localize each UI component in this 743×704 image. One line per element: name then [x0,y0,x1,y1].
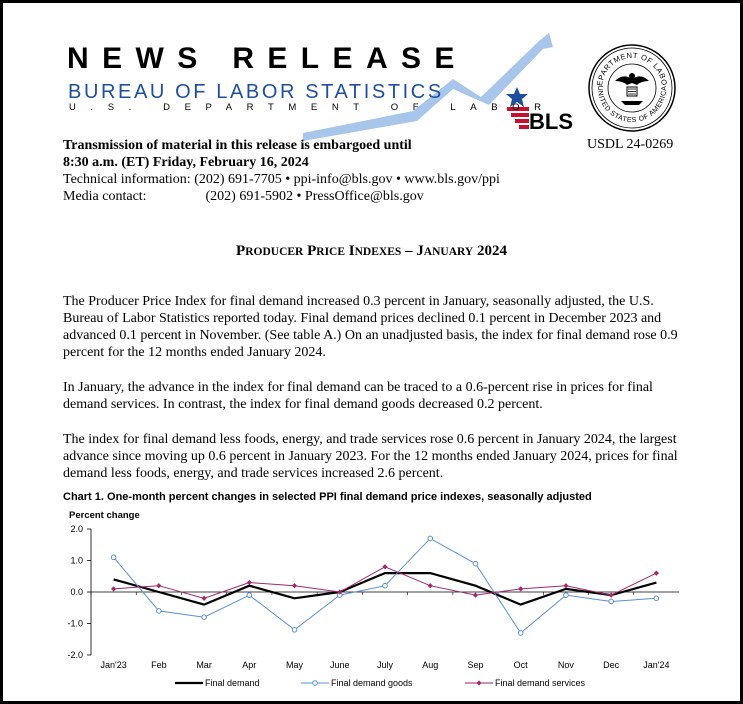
paragraph-overview: The Producer Price Index for final demand increased 0.3 percent in January, seasonally adjusted, the U.S. Bureau of Labor Statistics reported today. Final demand prices declined 0.1 percent in December 2023 and advanced 0.1 percent in November. (See table A.) On an unadjusted basis, the index for final demand rose 0.9 percent for the 12 months ended January 2024. [63,294,678,360]
data-point [247,580,252,585]
x-tick-label: Feb [151,660,167,670]
y-tick-label: -1.0 [67,618,83,629]
news-release-title: NEWS RELEASE [67,42,468,75]
legend-marker [313,681,318,686]
data-point [202,615,207,620]
y-tick-label: -2.0 [67,650,83,660]
paragraph-core-index: The index for final demand less foods, energy, and trade services rose 0.6 percent in January 2024, the largest advance since moving up 0.6 percent in January 2023. For the 12 months ended January 2024, prices for final demand less foods, energy, and trade services increased 2.6 percent. [63,432,678,481]
technical-phone: (202) 691-7705 [194,172,282,187]
data-point [292,583,297,588]
technical-email-link[interactable]: ppi-info@bls.gov [293,172,393,187]
media-email-link[interactable]: PressOffice@bls.gov [304,189,424,204]
data-point [382,564,387,569]
department-seal [587,43,677,138]
media-label: Media contact: [63,189,147,204]
bullet-separator: • [296,189,302,204]
legend-label: Final demand [205,678,260,688]
data-point [564,593,569,598]
data-point [247,593,252,598]
data-point [156,583,161,588]
x-tick-label: May [286,660,304,670]
y-tick-label: 2.0 [70,524,83,534]
data-point [609,593,614,598]
release-id: USDL 24-0269 [587,137,674,152]
bls-logo-text: BLS [529,109,573,134]
y-tick-label: 1.0 [70,555,83,566]
x-tick-label: Jan'23 [100,660,127,670]
embargo-line-2: 8:30 a.m. (ET) Friday, February 16, 2024 [63,155,309,170]
seal-text-top: EPARTMENT OF LABO [595,50,670,87]
technical-label: Technical information: [63,172,191,187]
data-point [609,599,614,604]
technical-web-link[interactable]: www.bls.gov/ppi [404,172,500,187]
data-point [518,631,523,636]
media-contact [63,188,424,205]
data-point [428,536,433,541]
x-tick-label: Aug [422,660,439,670]
bullet-separator: • [285,172,291,187]
chart-container [3,499,740,704]
embargo-notice [63,137,523,171]
series-line-2 [114,567,657,599]
x-tick-label: Dec [603,660,620,670]
document-title: PRODUCER PRICE INDEXES – JANUARY 2024 [236,243,507,259]
series-line-0 [114,573,657,605]
line-chart [3,499,740,699]
x-tick-label: Oct [513,660,528,670]
x-tick-label: July [376,660,394,670]
data-point [518,586,523,591]
legend-label: Final demand goods [331,678,413,688]
data-point [473,593,478,598]
data-point [201,596,206,601]
data-point [473,561,478,566]
embargo-line-1: Transmission of material in this release is embargoed until [63,138,412,153]
x-tick-label: Mar [196,660,212,670]
media-phone: (202) 691-5902 [205,189,293,204]
data-point [654,596,659,601]
data-point [292,628,297,633]
y-tick-label: 0.0 [70,587,83,597]
bullet-separator: • [395,172,401,187]
y-axis-label: Percent change [69,510,140,521]
department-name: U.S. DEPARTMENT OF LABOR [69,102,556,113]
chart-title: Chart 1. One-month percent changes in selected PPI final demand price indexes, seasonally adjusted [63,491,592,503]
seal-text-bottom: UNITED STATES OF AMERICA [595,85,669,125]
x-tick-label: Sep [467,660,484,670]
technical-contact [63,171,500,188]
bureau-name: BUREAU OF LABOR STATISTICS [68,81,444,103]
x-tick-label: Apr [242,660,257,670]
x-tick-label: Nov [557,660,574,670]
x-tick-label: Jan'24 [643,660,670,670]
legend-label: Final demand services [495,678,586,688]
legend-marker [476,680,481,685]
data-point [157,609,162,614]
data-point [383,583,388,588]
data-point [654,571,659,576]
data-point [111,555,116,560]
x-tick-label: June [330,660,350,670]
data-point [428,583,433,588]
data-point [111,586,116,591]
paragraph-services-goods: In January, the advance in the index for final demand can be traced to a 0.6-percent rise in prices for final demand services. In contrast, the index for final demand goods decreased 0.2 percent. [63,380,653,412]
data-point [563,583,568,588]
